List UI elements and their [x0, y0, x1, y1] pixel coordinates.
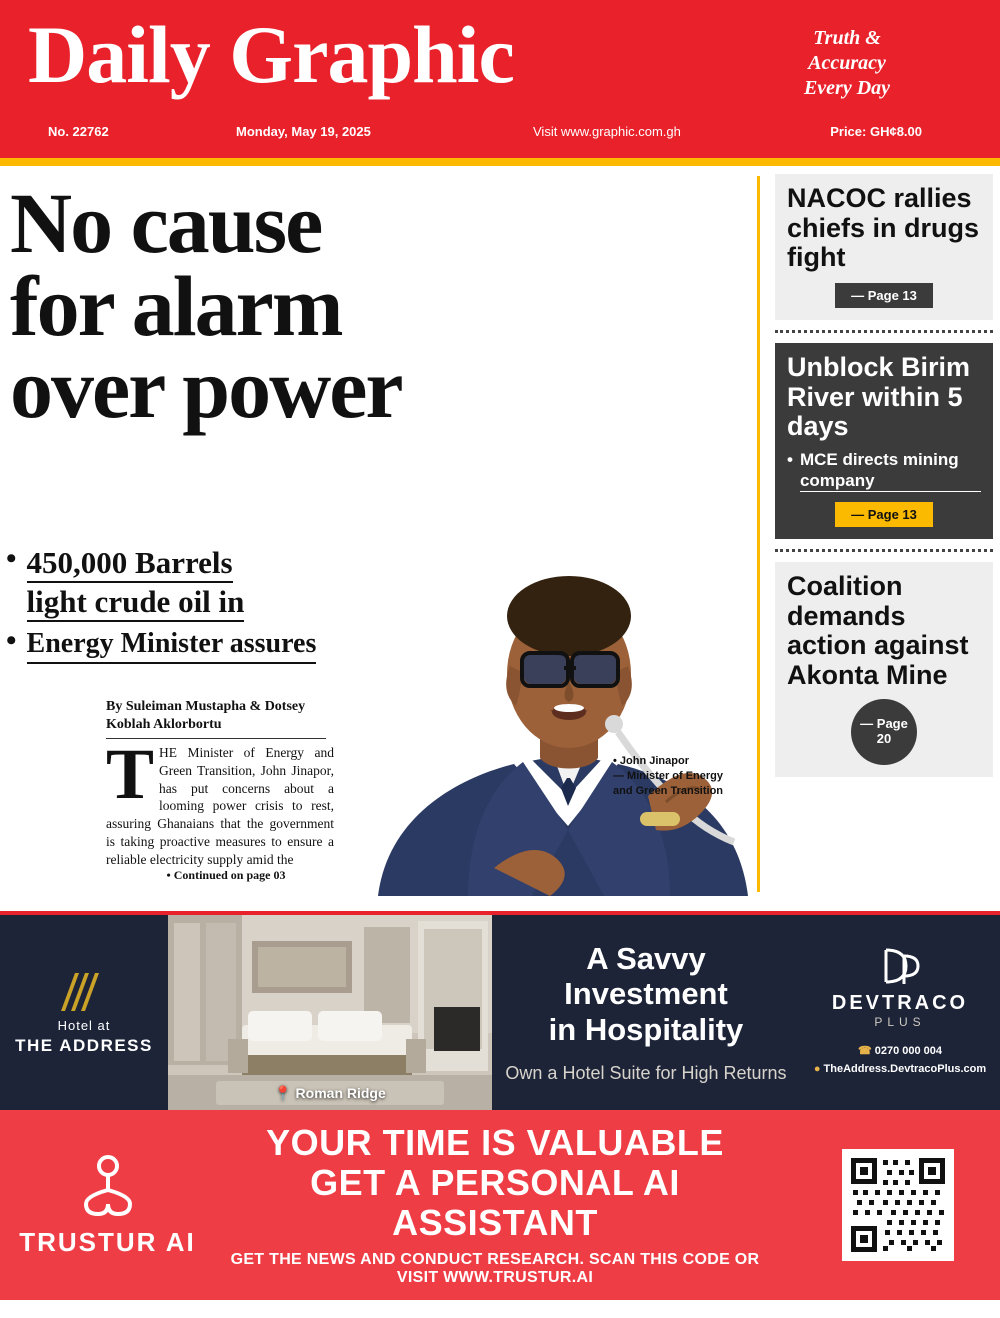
column-divider	[757, 176, 760, 892]
caption-line-2: — Minister of Energy	[613, 769, 724, 782]
newspaper-title: Daily Graphic	[28, 9, 514, 100]
byline: By Suleiman Mustapha & Dotsey Koblah Aklorbortu	[106, 698, 326, 739]
trustur-headline-line-1: YOUR TIME IS VALUABLE	[266, 1121, 724, 1163]
slogan-line-2: Accuracy	[808, 52, 886, 74]
headline-line-3: over power	[10, 340, 402, 437]
address-ad-headline	[504, 941, 788, 1048]
hotel-room-photo	[168, 915, 492, 1110]
lead-headline	[10, 175, 740, 437]
page-reference-badge[interactable]: — Page 13	[835, 502, 933, 527]
devtraco-logo-icon	[878, 946, 922, 986]
rail-item-akonta[interactable]	[775, 562, 993, 777]
trustur-brand-name: TRUSTUR AI	[19, 1227, 196, 1257]
drop-cap: T	[106, 734, 155, 814]
masthead-yellow-rule	[0, 158, 1000, 166]
phone-row[interactable]: ☎ 0270 000 004	[857, 1045, 943, 1058]
rail-item-birim[interactable]	[775, 343, 993, 539]
devtraco-brand-name: DEVTRACO	[831, 992, 969, 1015]
rail-item-nacoc[interactable]	[775, 174, 993, 320]
hotel-suite-illustration	[168, 915, 492, 1110]
masthead-slogan	[772, 26, 922, 101]
lead-photo	[318, 496, 757, 896]
address-logo-line-2: THE ADDRESS	[15, 1035, 153, 1055]
devtraco-brand-block	[800, 915, 1000, 1110]
trustur-ad-copy	[215, 1123, 795, 1288]
lead-body-text	[106, 734, 334, 869]
page-ref-line-2: 20	[876, 730, 892, 746]
kicker-1-line-2: light crude oil in	[27, 584, 245, 622]
devtraco-brand-sub: PLUS	[874, 1015, 926, 1030]
masthead	[0, 0, 1000, 158]
rail-sub-bullet-text: MCE directs mining company	[800, 450, 981, 492]
advert-trustur-ai[interactable]	[0, 1110, 1000, 1300]
page-ref-line-1: — Page	[860, 715, 908, 731]
rail-item-title: Coalition demands action against Akonta Mine	[787, 570, 969, 690]
page-reference-badge[interactable]: — Page 13	[835, 283, 933, 308]
masthead-info-bar	[0, 124, 1000, 144]
website-link[interactable]: Visit www.graphic.com.gh	[533, 124, 681, 139]
cover-price: Price: GH¢8.00	[830, 124, 922, 139]
side-stories-rail	[775, 174, 993, 777]
slogan-line-1: Truth &	[813, 27, 881, 49]
continued-note: • Continued on page 03	[166, 868, 286, 882]
trustur-mark-icon	[73, 1152, 143, 1218]
the-address-logo	[0, 915, 168, 1110]
rail-page-ref-wrap	[787, 492, 981, 527]
minister-portrait-illustration	[318, 496, 757, 896]
front-page-body	[0, 166, 1000, 911]
kicker-1-line-1: 450,000 Barrels	[27, 545, 233, 583]
lead-story	[0, 166, 757, 911]
rail-divider	[775, 549, 993, 552]
slogan-line-3: Every Day	[803, 77, 891, 99]
phone-icon: ☎	[857, 1045, 872, 1058]
bullet-icon: •	[6, 542, 17, 575]
trustur-qr-block[interactable]	[795, 1149, 1000, 1261]
photo-caption	[613, 754, 753, 799]
rail-divider	[775, 330, 993, 333]
lead-paragraph: HE Minister of Energy and Green Transition, John Jinapor, has put concerns about a looming power crisis to rest, assuring Ghanaians that the government is taking proactive measures to ensure a reliable electricity supply amid the	[106, 745, 334, 867]
address-ad-subhead: Own a Hotel Suite for High Returns	[505, 1063, 787, 1084]
trustur-headline-line-2: GET A PERSONAL AI ASSISTANT	[310, 1161, 680, 1244]
qr-code-icon[interactable]	[842, 1149, 954, 1261]
address-logo-line-1: Hotel at	[57, 1018, 111, 1034]
rail-sub-bullet	[787, 450, 981, 492]
advert-the-address[interactable]	[0, 915, 1000, 1110]
address-logo-text	[15, 1017, 153, 1057]
address-mark-icon	[55, 967, 113, 1013]
rail-item-title: NACOC rallies chiefs in drugs fight	[787, 183, 980, 273]
devtraco-contact	[814, 1043, 986, 1078]
hotel-location: 📍 Roman Ridge	[274, 1085, 386, 1101]
address-headline-line-1: A Savvy Investment	[564, 940, 728, 1012]
rail-page-ref-wrap	[787, 273, 981, 308]
page-reference-badge[interactable]	[851, 699, 917, 765]
bullet-icon: •	[787, 450, 793, 470]
headline-line-1: No cause	[10, 175, 322, 271]
issue-number: No. 22762	[48, 124, 109, 139]
trustur-subhead: GET THE NEWS AND CONDUCT RESEARCH. SCAN THIS CODE OR VISIT WWW.TRUSTUR.AI	[230, 1251, 760, 1287]
globe-icon: ●	[813, 1063, 821, 1075]
caption-line-3: and Green Transition	[613, 784, 724, 797]
website-row[interactable]: ● TheAddress.DevtracoPlus.com	[813, 1063, 987, 1075]
rail-item-title: Unblock Birim River within 5 days	[787, 352, 971, 442]
address-ad-copy	[492, 915, 800, 1110]
kicker-2-text: Energy Minister assures	[27, 626, 317, 664]
bullet-icon: •	[6, 623, 17, 657]
address-headline-line-2: in Hospitality	[548, 1011, 744, 1047]
headline-line-2: for alarm	[10, 257, 342, 354]
issue-date: Monday, May 19, 2025	[236, 124, 371, 139]
trustur-logo-block	[0, 1152, 215, 1258]
caption-line-1: • John Jinapor	[613, 755, 689, 767]
